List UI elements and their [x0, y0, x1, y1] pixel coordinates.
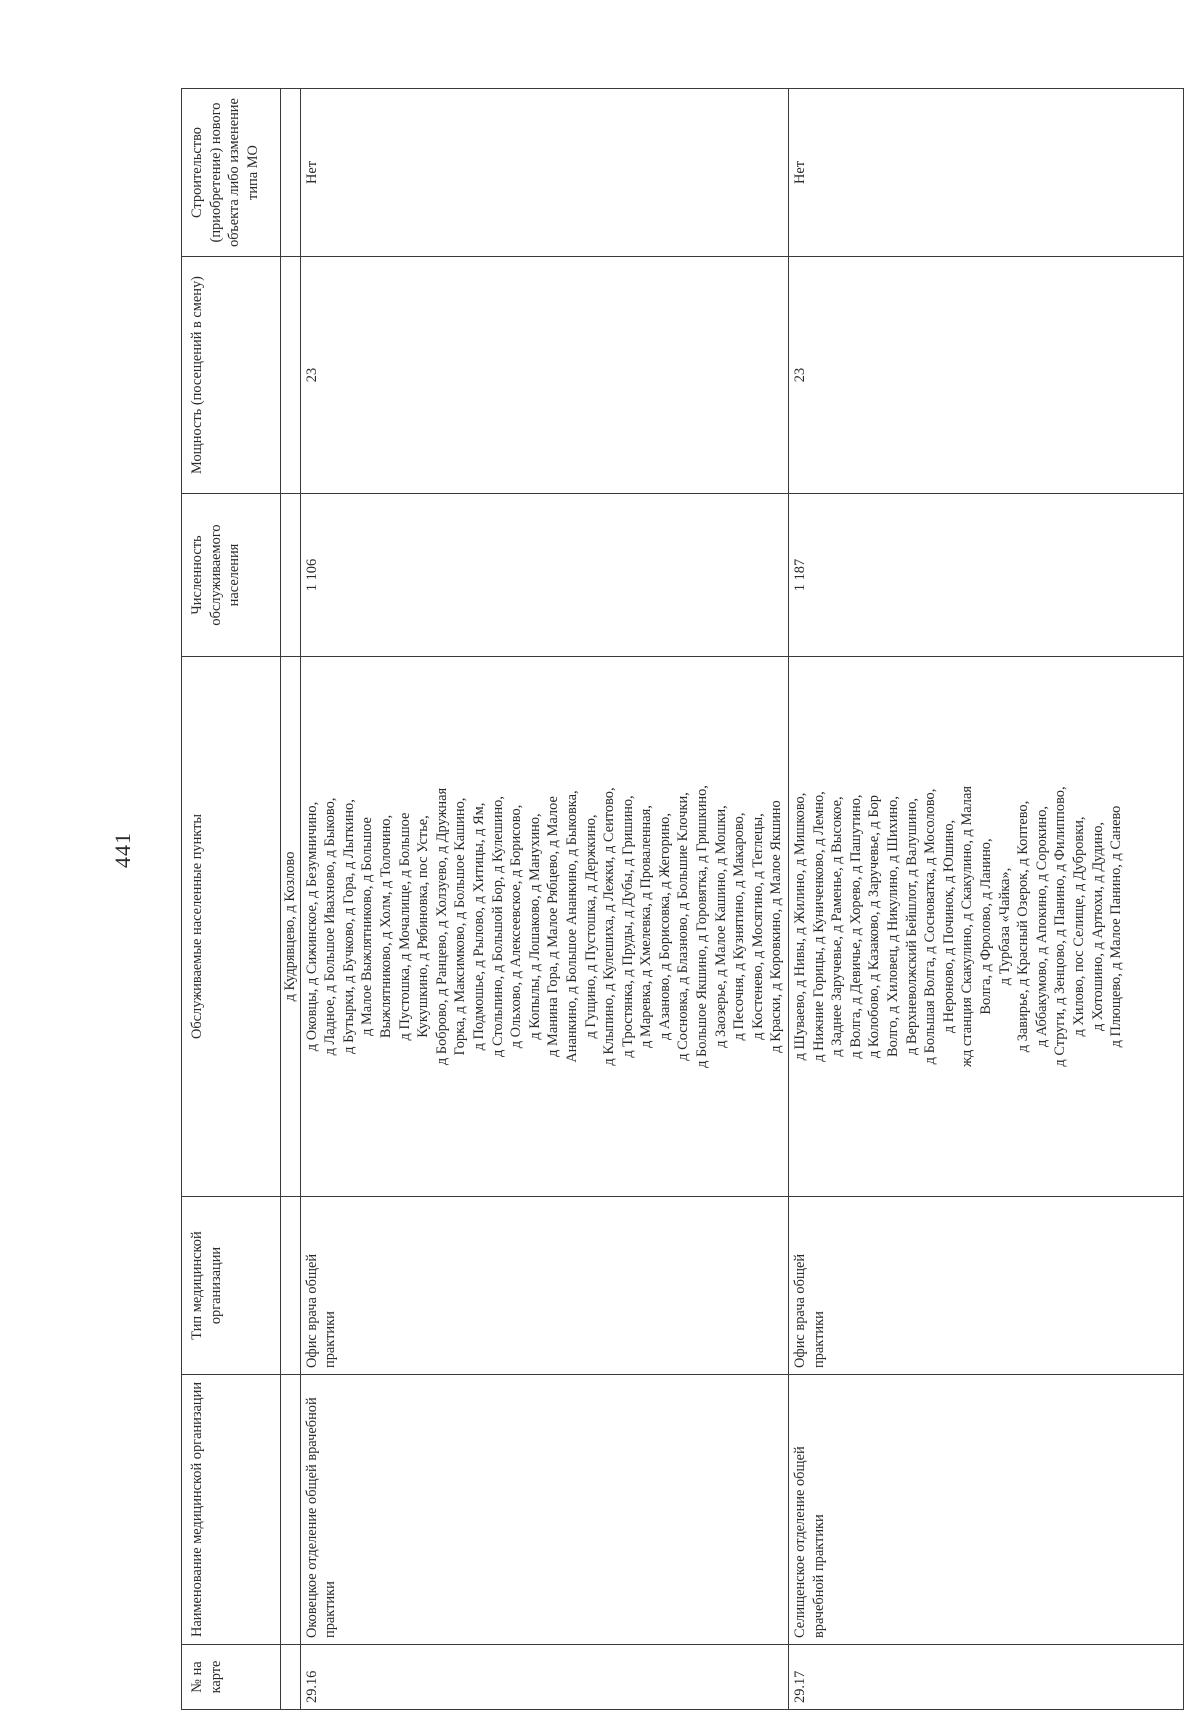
point-line: д Волга, д Девичье, д Хорево, д Пашутино, [847, 794, 864, 1059]
row-type: Офис врача общей практики [300, 1197, 788, 1375]
cell [281, 1375, 301, 1645]
facilities-table [181, 88, 1184, 1710]
point-line: Горка, д Максимково, д Большое Кашино, [452, 797, 469, 1056]
point-line: Волго, д Хиловец, д Никулино, д Шихино, [885, 796, 901, 1057]
point-line: д Завирье, д Красный Озерок, д Коптево, [1015, 800, 1032, 1053]
point-line: д Стольпино, д Большой Бор, д Кулешино, [489, 796, 506, 1057]
point-line: д Сосновка, д Блазново, д Большие Клочки, [675, 792, 692, 1061]
point-line: Ананкино, д Большое Ананкино, д Быковка, [563, 790, 580, 1063]
row-capacity: 23 [300, 257, 788, 494]
header-points: Обслуживаемые населенные пункты [182, 657, 281, 1197]
point-line: д Бутырки, д Бучково, д Гора, д Лыткино, [340, 799, 357, 1054]
point-line: д Песочня, д Кузнятино, д Макарово, [731, 812, 748, 1041]
cell [281, 494, 301, 657]
point-line: д Плющево, д Малое Панино, д Санево [1108, 805, 1125, 1048]
point-line: д Верхневолжский Бейшлот, д Валушино, [903, 797, 920, 1056]
header-population: Численность обслуживаемого населения [182, 494, 281, 657]
cell [281, 257, 301, 494]
point-line: д Маревка, д Хмелевка, д Проваленная, [638, 805, 655, 1048]
point-line: д Струги, д Зенцово, д Панино, д Филиппово, [1052, 786, 1069, 1067]
point-line: д Пустошка, д Мочалище, д Большое [396, 812, 413, 1041]
row-construction: Нет [300, 89, 788, 257]
point-line: д Нижние Горицы, д Куниченково, д Лемно, [810, 791, 827, 1062]
table-row [300, 89, 788, 1710]
rotated-table-container [181, 89, 1125, 1710]
point-line: д Тростянка, д Пруды, д Дубы, д Гришино, [619, 795, 636, 1058]
row-population: 1 106 [300, 494, 788, 657]
point-line: д Ольхово, д Алексеевское, д Борисово, [508, 804, 525, 1049]
header-type: Тип медицинской организации [182, 1197, 281, 1375]
row-capacity: 23 [789, 257, 1184, 494]
continuation-points: д Кудрявцево, д Козлово [281, 657, 301, 1197]
point-line: д Колобово, д Казаково, д Заручевье, д Бор [866, 795, 883, 1058]
row-construction: Нет [789, 89, 1184, 257]
table-frame [181, 89, 1125, 1710]
row-points [300, 657, 788, 1197]
point-line: д Заднее Заручевье, д Раменье, д Высокое, [829, 796, 846, 1057]
point-line: д Хилово, пос Селище, д Дубровки, [1070, 816, 1087, 1037]
point-line: д Манина Гора, д Малое Рябцево, д Малое [545, 796, 562, 1057]
header-capacity: Мощность (посещений в смену) [182, 257, 281, 494]
row-name: Оковецкое отделение общей врачебной практики [300, 1375, 788, 1645]
point-line: д Турбаза «Чайка», [996, 867, 1013, 986]
point-line: д Клыпино, д Кулешиха, д Лежки, д Сеитово, [601, 787, 618, 1066]
point-line: д Аббакумово, д Апокино, д Сорокино, [1033, 805, 1050, 1048]
table-row [789, 89, 1184, 1710]
point-line: д Боброво, д Ранцево, д Холзуево, д Дружная [433, 787, 450, 1066]
point-line: д Копылы, д Лошаково, д Манухино, [526, 813, 543, 1040]
row-num: 29.16 [300, 1645, 788, 1710]
continuation-row [281, 89, 301, 1710]
header-row [182, 89, 281, 1710]
point-line: д Оковцы, д Сижинское, д Безумничино, [303, 801, 320, 1052]
point-line: д Нероново, д Починок, д Юшино, [940, 819, 957, 1034]
point-line: жд станция Скакулино, д Скакулино, д Малая [959, 786, 976, 1067]
point-line: д Краски, д Коровкино, д Малое Якшино [768, 800, 785, 1053]
row-population: 1 187 [789, 494, 1184, 657]
point-line: Волга, д Фролово, д Ланино, [977, 838, 994, 1015]
row-num: 29.17 [789, 1645, 1184, 1710]
point-line: Выжлятниково, д Холм, д Толочино, [377, 814, 394, 1039]
point-line: д Подмошье, д Рылово, д Хитицы, д Ям, [470, 802, 487, 1051]
point-line: д Костенево, д Мосягино, д Теглецы, [749, 813, 766, 1040]
row-points [789, 657, 1184, 1197]
point-line: д Гущино, д Пустошка, д Держкино, [582, 814, 599, 1039]
point-line: д Шуваево, д Нивы, д Жилино, д Мишково, [792, 792, 809, 1061]
header-num: № на карте [182, 1645, 281, 1710]
header-construction: Строительство (приобретение) нового объекта либо изменение типа МО [182, 89, 281, 257]
point-line: д Азаново, д Борисовка, д Жегорино, [656, 813, 673, 1040]
row-type: Офис врача общей практики [789, 1197, 1184, 1375]
cell [281, 89, 301, 257]
point-line: д Хотошино, д Артюхи, д Дудино, [1089, 822, 1106, 1032]
cell [281, 1645, 301, 1710]
page-number: 441 [110, 832, 135, 868]
point-line: Кукушкино, д Рябиновка, пос Устье, [415, 815, 432, 1038]
point-line: д Ладное, д Большое Ивахново, д Быково, [322, 797, 339, 1056]
point-line: д Заозерье, д Малое Кашино, д Мошки, [712, 805, 729, 1048]
point-line: д Большая Волга, д Сосноватка, д Мосолово, [922, 788, 939, 1065]
header-name: Наименование медицинской организации [182, 1375, 281, 1645]
cell [281, 1197, 301, 1375]
point-line: д Большое Якшино, д Горовятка, д Гришкино, [694, 785, 711, 1068]
point-line: д Малое Выжлятниково, д Большое [359, 817, 376, 1036]
row-name: Селищенское отделение общей врачебной практики [789, 1375, 1184, 1645]
